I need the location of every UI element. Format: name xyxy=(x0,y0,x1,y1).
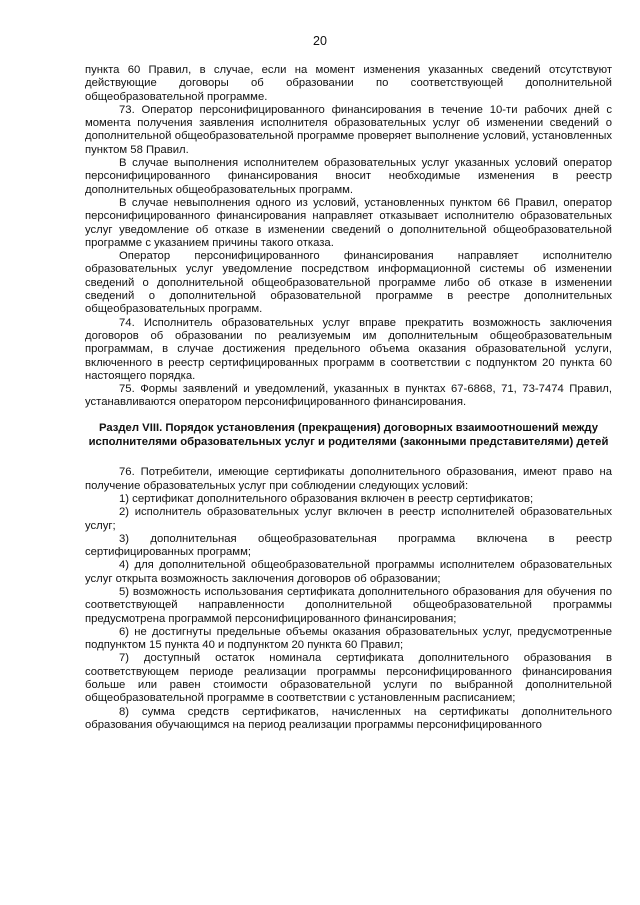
condition-item-3: 3) дополнительная общеобразовательная программа включена в реестр сертифицированных программ; xyxy=(85,532,612,559)
paragraph-75: 75. Формы заявлений и уведомлений, указанных в пунктах 67-6868, 71, 73-7474 Правил, устанавливаются оператором персонифицированного финансирования. xyxy=(85,383,612,409)
paragraph-73: 73. Оператор персонифицированного финансирования в течение 10-ти рабочих дней с момента получения заявления исполнителя образовательных услуг об изменении сведений о дополнительной общеобразовательной программе проверяет выполнение условий, установленных пунктом 58 Правил. xyxy=(85,103,612,156)
paragraph-73-failure: В случае невыполнения одного из условий, установленных пунктом 66 Правил, оператор персонифицированного финансирования направляет отказывает исполнителю образовательных услуг уведомление об отказе в изменении сведений о дополнительной общеобразовательной программе с указанием причины такого отказа. xyxy=(85,196,612,249)
document-body xyxy=(85,64,612,732)
paragraph-76: 76. Потребители, имеющие сертификаты дополнительного образования, имеют право на получение образовательных услуг при соблюдении следующих условий: xyxy=(85,466,612,492)
condition-item-8: 8) сумма средств сертификатов, начисленных на сертификаты дополнительного образования обучающимся на период реализации программы персонифицированного xyxy=(85,705,612,731)
paragraph-73-success: В случае выполнения исполнителем образовательных услуг указанных условий оператор персонифицированного финансирования вносит необходимые изменения в реестр дополнительных общеобразовательных программ. xyxy=(85,157,612,196)
condition-item-7: 7) доступный остаток номинала сертификата дополнительного образования в соответствующем периоде реализации программы персонифицированного финансирования больше или равен стоимости образовательной услуги по выбранной дополнительной общеобразовательной программе в соответствии с установленным расписанием; xyxy=(85,652,612,705)
condition-item-1: 1) сертификат дополнительного образования включен в реестр сертификатов; xyxy=(119,492,534,505)
paragraph-73-notification: Оператор персонифицированного финансирования направляет исполнителю образовательных услуг уведомление посредством информационной системы об изменении сведений о дополнительной общеобразовательной программе либо об отказе в изменении сведений о дополнительной образовательной программе в реестре дополнительных общеобразовательных программ. xyxy=(85,250,612,316)
condition-item-6: 6) не достигнуты предельные объемы оказания образовательных услуг, предусмотренные подпунктом 15 пункта 40 и подпунктом 20 пункта 60 Правил; xyxy=(85,625,612,652)
page-number: 20 xyxy=(313,34,327,48)
paragraph-continuation: пункта 60 Правил, в случае, если на момент изменения указанных сведений отсутствуют действующие договоры об образовании по соответствующей дополнительной общеобразовательной программе. xyxy=(85,64,612,103)
condition-item-5: 5) возможность использования сертификата дополнительного образования для обучения по соответствующей направленности дополнительной общеобразовательной программы предусмотрена программой персонифицированного финансирования; xyxy=(85,585,612,625)
paragraph-74: 74. Исполнитель образовательных услуг вправе прекратить возможность заключения договоров об образовании по реализуемым им дополнительным общеобразовательным программам, в случае достижения предельного объема оказания образовательной услуги, включенного в реестр сертифицированных программ в соответствии с подпунктом 20 пункта 60 настоящего порядка. xyxy=(85,316,612,382)
condition-item-2: 2) исполнитель образовательных услуг включен в реестр исполнителей образовательных услуг; xyxy=(85,506,612,532)
section-heading: Раздел VIII. Порядок установления (прекращения) договорных взаимоотношений между исполнителями образовательных услуг и родителями (законными представителями) детей xyxy=(88,421,609,448)
condition-item-4: 4) для дополнительной общеобразовательной программы исполнителем образовательных услуг открыта возможность заключения договоров об образовании; xyxy=(85,559,612,585)
